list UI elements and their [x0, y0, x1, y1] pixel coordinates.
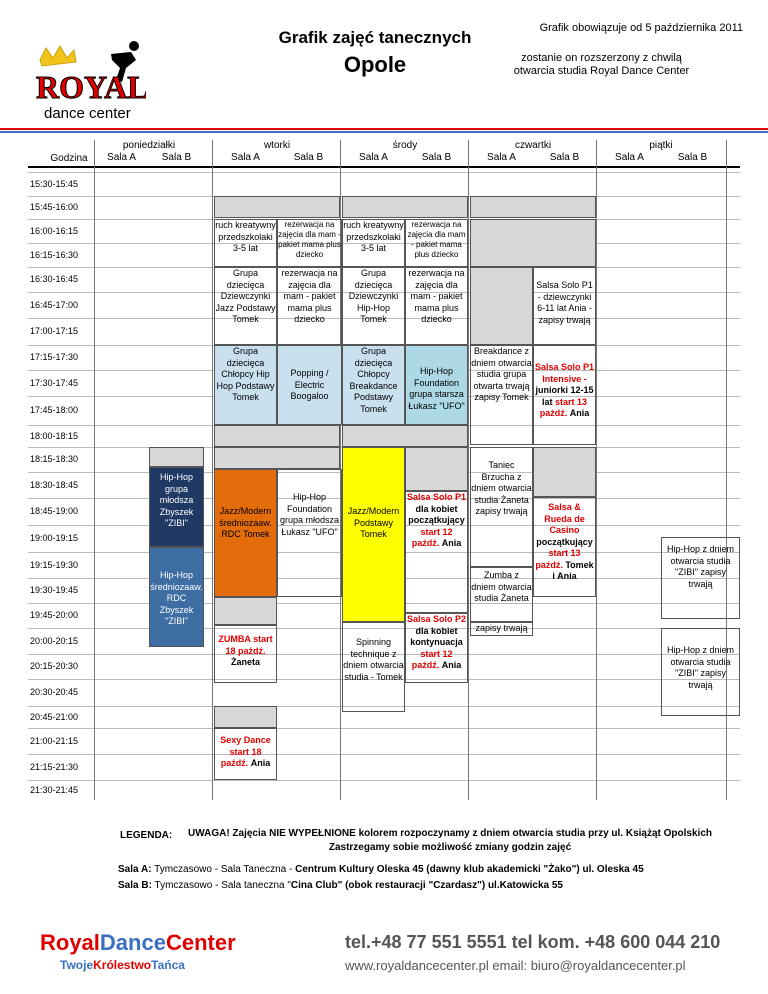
day-thursday: czwartki — [514, 140, 552, 151]
expansion-note-line1: zostanie on rozszerzony z chwilą — [521, 52, 682, 64]
gray-cell — [214, 447, 340, 469]
footer-phone: tel.+48 77 551 5551 tel kom. +48 600 044 210 — [345, 932, 721, 952]
class-block — [533, 345, 596, 445]
class-block: Salsa Solo P1 - dziewczynki 6-11 lat Ania - zapisy trwają — [533, 267, 596, 345]
day-monday: poniedziałki — [122, 140, 176, 151]
class-block: Spinning technique z dniem otwarcia studia - Tomek — [342, 622, 405, 712]
header-divider — [28, 166, 740, 168]
footer-tagline — [60, 958, 185, 972]
column-divider — [94, 140, 95, 800]
time-slot-label: 20:15-20:30 — [30, 661, 79, 671]
class-block: Jazz/Modern Podstawy Tomek — [342, 447, 405, 622]
class-who: Ania — [441, 660, 462, 670]
row-divider — [28, 780, 740, 781]
time-slot-label: 20:30-20:45 — [30, 687, 79, 697]
gray-cell — [214, 196, 340, 218]
class-who: Ania — [250, 758, 271, 768]
gray-cell — [342, 196, 468, 218]
time-slot-label: 18:00-18:15 — [30, 430, 79, 441]
time-slot-label: 21:00-21:15 — [30, 735, 79, 746]
footer-web: www.royaldancecenter.pl email: biuro@royaldancecenter.pl — [345, 958, 686, 973]
monday-room-b: Sala B — [161, 152, 192, 163]
class-block: Hip-Hop Foundation grupa starsza Łukasz "UFO" — [405, 345, 468, 425]
sala-a-label: Sala A: — [118, 864, 152, 875]
class-title: Sexy Dance start 18 — [220, 735, 271, 757]
wednesday-room-a: Sala A — [359, 152, 388, 163]
class-title: Salsa Solo P2 — [406, 614, 467, 624]
class-block — [405, 613, 468, 683]
time-slot-label: 18:45-19:00 — [30, 506, 79, 516]
gray-cell — [470, 219, 596, 267]
gray-cell — [405, 447, 468, 491]
row-divider — [28, 728, 740, 729]
legend-note: Zastrzegamy sobie możliwość zmiany godzin zajęć — [328, 842, 572, 853]
time-slot-label: 17:00-17:15 — [30, 326, 79, 336]
monday-room-a: Sala A — [107, 152, 136, 163]
schedule-title: Grafik zajęć tanecznych — [278, 28, 472, 47]
expansion-note-line2: otwarcia studia Royal Dance Center — [513, 65, 690, 77]
class-body: dla kobiet początkujący — [408, 503, 465, 525]
time-slot-label: 16:15-16:30 — [30, 249, 79, 260]
brand-royal: Royal — [40, 930, 100, 955]
gray-cell — [533, 447, 596, 497]
class-date: paźdź. — [411, 660, 440, 670]
time-slot-label: 20:45-21:00 — [30, 711, 79, 722]
class-title: Salsa & Rueda de Casino — [544, 502, 585, 535]
class-date: paźdź. — [539, 408, 568, 418]
column-divider — [212, 140, 213, 800]
gray-cell — [342, 425, 468, 447]
time-slot-label: 16:30-16:45 — [30, 274, 79, 284]
sala-b-prefix: Tymczasowo - Sala taneczna " — [154, 880, 291, 891]
royal-logo — [26, 38, 146, 130]
column-divider — [596, 140, 597, 800]
class-start: start 12 — [420, 648, 453, 659]
brand-center: Center — [165, 930, 236, 955]
class-date: paźdź. — [411, 538, 440, 548]
class-block: Grupa dziecięca Chłopcy Breakdance Podstawy Tomek — [342, 345, 405, 425]
time-slot-label: 16:00-16:15 — [30, 225, 79, 236]
class-who: Tomek i Ania — [552, 559, 594, 581]
class-start: start 13 — [548, 548, 581, 558]
gray-cell — [214, 597, 277, 625]
class-block: Breakdance z dniem otwarcia studia grupa otwarta trwają zapisy Tomek — [470, 345, 533, 445]
sala-b-address: Cina Club" (obok restauracji "Czardasz") ul.Katowicka 55 — [290, 880, 563, 891]
class-block: Zumba z dniem otwarcia studia Żaneta — [470, 567, 533, 622]
wednesday-room-b: Sala B — [421, 152, 452, 163]
sala-a-address: Centrum Kultury Oleska 45 (dawny klub akademicki "Żako") ul. Oleska 45 — [295, 864, 644, 875]
time-slot-label: 15:30-15:45 — [30, 178, 79, 189]
class-block — [214, 625, 277, 683]
class-block: Grupa dziecięca Chłopcy Hip Hop Podstawy Tomek — [214, 345, 277, 425]
tag-twoje: Twoje — [60, 958, 94, 972]
class-block: Grupa dziecięca Dziewczynki Jazz Podstawy Tomek — [214, 267, 277, 345]
time-slot-label: 17:45-18:00 — [30, 405, 79, 415]
legend-label: LEGENDA: — [120, 830, 173, 841]
time-slot-label: 15:45-16:00 — [30, 202, 79, 212]
time-header: Godzina — [50, 153, 88, 164]
tag-krolestwo: Królestwo — [93, 958, 152, 972]
class-block: Grupa dziecięca Dziewczynki Hip-Hop Tomek — [342, 267, 405, 345]
class-date: paźdź. — [535, 559, 563, 570]
logo-brand-text: ROYAL — [36, 69, 146, 105]
class-block: rezerwacja na zajęcia dla mam - pakiet mama plus dziecko — [277, 219, 342, 267]
thursday-room-b: Sala B — [549, 152, 580, 163]
class-start: start 13 — [555, 396, 588, 407]
time-slot-label: 19:45-20:00 — [30, 610, 79, 620]
sala-a-info — [118, 864, 758, 875]
red-stripe — [0, 128, 768, 130]
time-slot-label: 19:30-19:45 — [30, 585, 79, 595]
class-block: rezerwacja na zajęcia dla mam - pakiet mama plus dziecko — [277, 267, 342, 345]
class-block: Hip-Hop Foundation grupa młodsza Łukasz "UFO" — [277, 469, 342, 597]
time-slot-label: 18:15-18:30 — [30, 454, 79, 464]
class-start: start 12 — [420, 526, 453, 537]
class-block: Popping / Electric Boogaloo — [277, 345, 342, 425]
time-slot-label: 19:15-19:30 — [30, 559, 79, 570]
class-block — [214, 728, 277, 780]
time-slot-label: 21:15-21:30 — [30, 761, 79, 772]
tag-tanca: Tańca — [151, 958, 185, 972]
class-who: Ania — [441, 538, 462, 548]
class-title: Salsa Solo P1 — [406, 492, 467, 502]
class-block — [405, 491, 468, 613]
class-title: Salsa Solo P1 Intensive - — [534, 362, 595, 384]
day-friday: piątki — [649, 140, 673, 151]
tuesday-room-b: Sala B — [293, 152, 324, 163]
gray-cell — [470, 196, 596, 218]
sala-a-prefix: Tymczasowo - Sala Taneczna - — [154, 864, 296, 875]
brand-dance: Dance — [99, 930, 166, 955]
class-who: Żaneta — [230, 657, 260, 667]
class-block: Hip-Hop z dniem otwarcia studia "ZIBI" zapisy trwają — [661, 628, 740, 716]
column-divider — [468, 140, 469, 800]
footer-brand — [40, 930, 236, 956]
gray-cell — [214, 706, 277, 728]
thursday-room-a: Sala A — [487, 152, 516, 163]
day-tuesday: wtorki — [263, 140, 291, 151]
time-slot-label: 19:00-19:15 — [30, 533, 79, 543]
time-slot-label: 16:45-17:00 — [30, 299, 79, 310]
row-divider — [28, 754, 740, 755]
tuesday-room-a: Sala A — [231, 152, 260, 163]
gray-cell — [149, 447, 204, 467]
time-slot-label: 17:30-17:45 — [30, 377, 79, 388]
class-block: Jazz/Modern średniozaaw. RDC Tomek — [214, 469, 277, 597]
time-slot-label: 18:30-18:45 — [30, 479, 79, 490]
class-block — [533, 497, 596, 597]
class-who: Ania — [569, 408, 590, 418]
class-body: juniorki 12-15 lat — [535, 385, 594, 407]
friday-room-a: Sala A — [615, 152, 644, 163]
time-slot-label: 17:15-17:30 — [30, 352, 79, 362]
time-slot-label: 20:00-20:15 — [30, 635, 79, 646]
class-block: Hip-Hop z dniem otwarcia studia "ZIBI" zapisy trwają — [661, 537, 740, 619]
row-divider — [28, 172, 740, 173]
class-block: ruch kreatywny przedszkolaki 3-5 lat — [214, 219, 277, 267]
sala-b-label: Sala B: — [118, 880, 152, 891]
class-body: początkujący — [536, 536, 593, 547]
class-block: rezerwacja na zajęcia dla mam - pakiet mama plus dziecko — [405, 267, 468, 345]
class-block: Taniec Brzucha z dniem otwarcia studia Żaneta zapisy trwają — [470, 447, 533, 567]
day-wednesday: środy — [392, 140, 418, 151]
gray-cell — [470, 267, 533, 345]
class-body: dla kobiet kontynuacja — [410, 625, 463, 647]
class-block: Hip-Hop średniozaaw. RDC Zbyszek "ZIBI" — [149, 547, 204, 647]
city-title: Opole — [343, 52, 407, 77]
class-date: paźdź. — [220, 758, 249, 768]
logo-sub-text: dance center — [44, 105, 131, 122]
friday-room-b: Sala B — [677, 152, 708, 163]
sala-b-info — [118, 880, 758, 891]
time-slot-label: 21:30-21:45 — [30, 784, 79, 795]
validity-note: Grafik obowiązuje od 5 października 2011 — [539, 22, 743, 34]
class-title: ZUMBA start 18 paźdź. — [218, 634, 273, 656]
class-block: Hip-Hop grupa młodsza Zbyszek "ZIBI" — [149, 467, 204, 547]
blue-stripe — [0, 131, 768, 133]
class-block: ruch kreatywny przedszkolaki 3-5 lat — [342, 219, 405, 267]
legend-warning: UWAGA! Zajęcia NIE WYPEŁNIONE kolorem rozpoczynamy z dniem otwarcia studia przy ul. Książąt Opolskich — [187, 828, 712, 839]
class-block: rezerwacja na zajęcia dla mam - pakiet mama plus dziecko — [405, 219, 468, 267]
class-block: zapisy trwają — [470, 622, 533, 636]
gray-cell — [214, 425, 340, 447]
